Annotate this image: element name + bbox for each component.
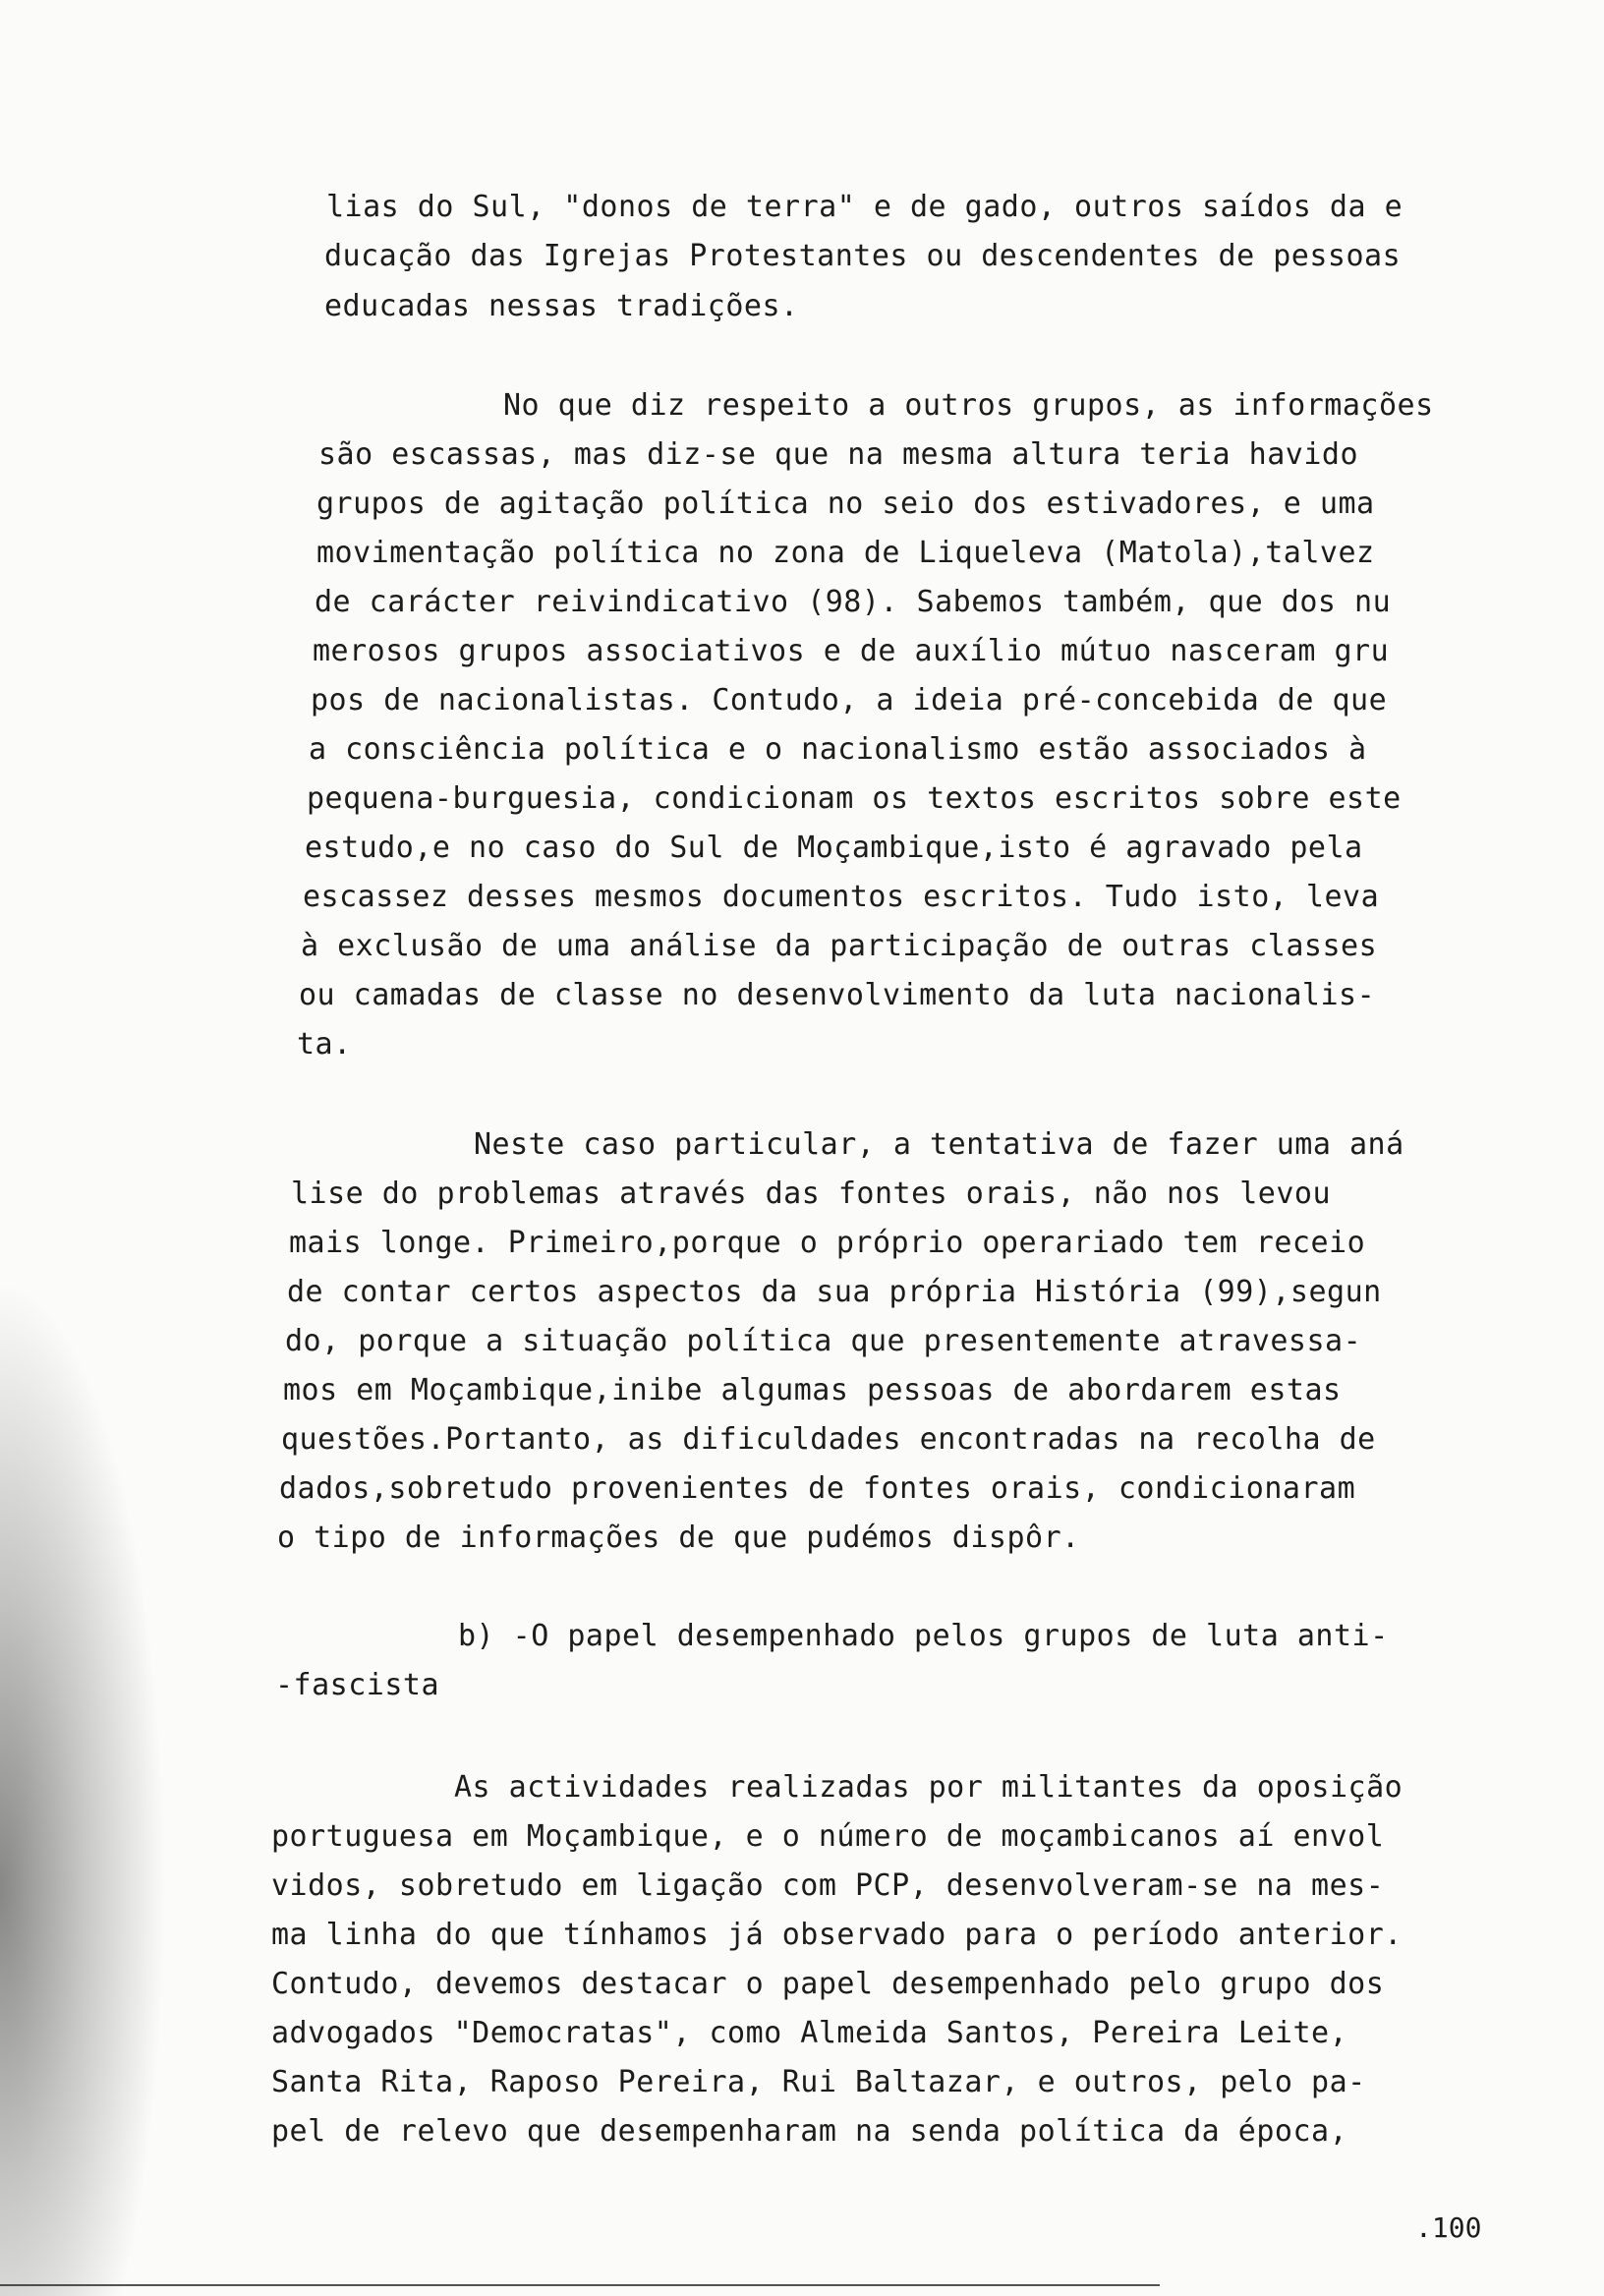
section-heading-continuation: -fascista	[275, 1668, 440, 1702]
text-line: pos de nacionalistas. Contudo, a ideia pré-concebida de que	[311, 683, 1388, 718]
text-line: mais longe. Primeiro,porque o próprio operariado tem receio	[289, 1226, 1366, 1260]
text-line: estudo,e no caso do Sul de Moçambique,isto é agravado pela	[305, 831, 1363, 865]
text-line: de carácter reivindicativo (98). Sabemos também, que dos nu	[315, 585, 1392, 619]
text-line: pequena-burguesia, condicionam os textos escritos sobre este	[307, 781, 1402, 816]
text-line: a consciência política e o nacionalismo estão associados à	[309, 732, 1367, 767]
text-line: Contudo, devemos destacar o papel desempenhado pelo grupo dos	[271, 1967, 1385, 2001]
text-line: mos em Moçambique,inibe algumas pessoas de abordarem estas	[283, 1373, 1342, 1407]
text-line: No que diz respeito a outros grupos, as informações	[503, 388, 1434, 423]
text-line: merosos grupos associativos e de auxílio mútuo nasceram gru	[313, 634, 1390, 668]
section-heading: b) -O papel desempenhado pelos grupos de luta anti-	[458, 1619, 1389, 1653]
text-line: movimentação política no zona de Liqueleva (Matola),talvez	[316, 536, 1375, 570]
text-line: grupos de agitação política no seio dos estivadores, e uma	[316, 487, 1375, 521]
text-line: lias do Sul, "donos de terra" e de gado, outros saídos da e	[326, 190, 1404, 224]
text-line: ma linha do que tínhamos já observado para o período anterior.	[271, 1918, 1403, 1952]
text-line: dados,sobretudo provenientes de fontes orais, condicionaram	[279, 1471, 1356, 1506]
text-line: Neste caso particular, a tentativa de fazer uma aná	[474, 1127, 1404, 1162]
text-line: portuguesa em Moçambique, e o número de moçambicanos aí envol	[271, 1819, 1385, 1854]
text-line: ou camadas de classe no desenvolvimento da luta nacionalis-	[299, 978, 1376, 1012]
text-line: Santa Rita, Raposo Pereira, Rui Baltazar, e outros, pelo pa-	[271, 2065, 1366, 2099]
text-line: à exclusão de uma análise da participação de outras classes	[301, 929, 1378, 963]
text-line: As actividades realizadas por militantes da oposição	[454, 1770, 1404, 1805]
page-number: .100	[1415, 2211, 1482, 2244]
text-line: educadas nessas tradições.	[324, 289, 799, 323]
text-line: pel de relevo que desempenharam na senda política da época,	[271, 2114, 1348, 2149]
text-line: advogados "Democratas", como Almeida Santos, Pereira Leite,	[271, 2016, 1348, 2050]
text-line: o tipo de informações de que pudémos dispôr.	[277, 1521, 1080, 1555]
text-line: questões.Portanto, as dificuldades encontradas na recolha de	[281, 1422, 1376, 1457]
text-line: ducação das Igrejas Protestantes ou descendentes de pessoas	[324, 239, 1402, 273]
text-line: ta.	[297, 1027, 352, 1062]
text-line: vidos, sobretudo em ligação com PCP, desenvolveram-se na mes-	[271, 1868, 1385, 1903]
text-line: escassez desses mesmos documentos escritos. Tudo isto, leva	[303, 880, 1380, 914]
text-line: são escassas, mas diz-se que na mesma altura teria havido	[318, 437, 1359, 472]
text-line: lise do problemas através das fontes orais, não nos levou	[291, 1177, 1332, 1211]
text-line: de contar certos aspectos da sua própria História (99),segun	[287, 1275, 1382, 1309]
text-line: do, porque a situação política que presentemente atravessa-	[285, 1324, 1362, 1358]
